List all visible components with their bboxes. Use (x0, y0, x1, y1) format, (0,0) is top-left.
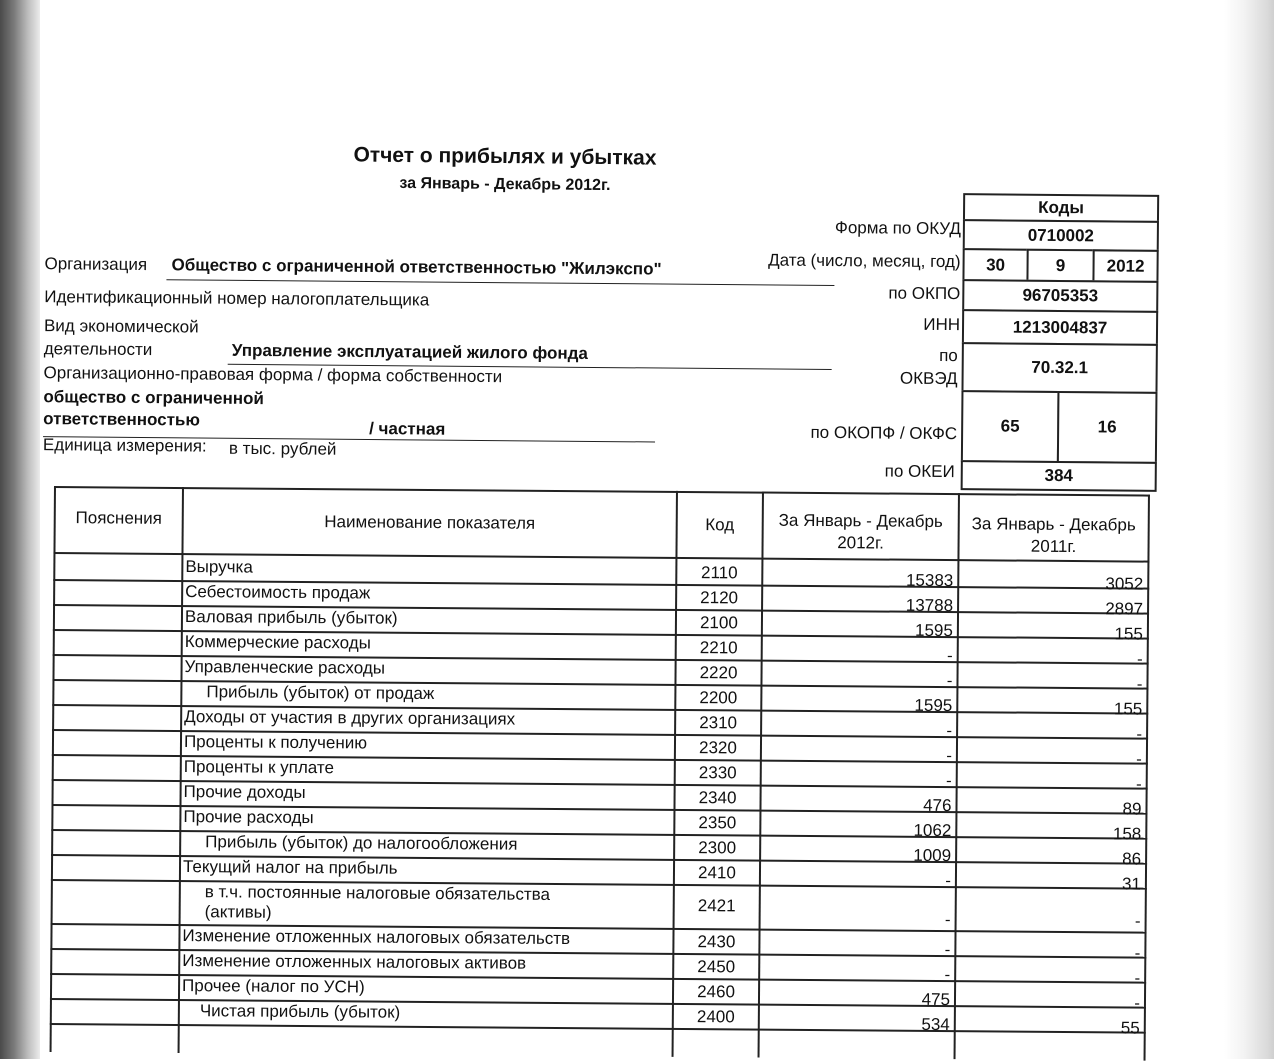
row-previous-value: - (1136, 674, 1143, 694)
okopf-label: по ОКОПФ / ОКФС (810, 422, 958, 444)
org-underline (166, 279, 834, 286)
row-name: Доходы от участия в других организациях (184, 707, 516, 729)
row-previous-value: - (1134, 943, 1141, 963)
row-previous-value: - (1134, 993, 1141, 1013)
row-code: 2100 (699, 613, 738, 633)
table-right-border (1144, 495, 1150, 1061)
row-previous-value: - (1134, 911, 1141, 931)
row-code: 2220 (699, 663, 738, 683)
row-code: 2450 (697, 957, 736, 977)
row-code: 2330 (698, 763, 737, 783)
row-name: Прибыль (убыток) до налогообложения (205, 832, 518, 854)
row-name: Проценты к получению (183, 732, 368, 753)
row-current-value: 15383 (905, 570, 954, 591)
row-previous-value: 155 (1114, 624, 1143, 644)
okpo-value: 96705353 (962, 279, 1158, 313)
row-previous-value: - (1134, 968, 1141, 988)
header-previous-2: 2011г. (1030, 536, 1077, 557)
okpo-label: по ОКПО (888, 283, 961, 304)
row-name: Проценты к уплате (183, 757, 335, 778)
row-name: Изменение отложенных налоговых активов (182, 951, 527, 973)
row-name: Прибыль (убыток) от продаж (206, 682, 435, 703)
row-previous-value: 158 (1112, 824, 1142, 844)
okud-label: Форма по ОКУД (834, 218, 961, 239)
row-current-value: - (946, 746, 952, 766)
row-code: 2430 (697, 932, 736, 952)
okved-label-2: ОКВЭД (899, 368, 958, 389)
row-name-continued: (активы) (204, 902, 272, 922)
okei-label: по ОКЕИ (884, 461, 955, 482)
date-day: 30 (962, 248, 1028, 282)
activity-label-1: Вид экономической (43, 316, 199, 337)
row-code: 2110 (700, 563, 738, 583)
unit-label: Единица измерения: (42, 435, 207, 456)
inn-label: Идентификационный номер налогоплательщика (44, 287, 430, 310)
row-current-value: 1595 (914, 695, 953, 716)
row-previous-value: - (1136, 649, 1143, 669)
row-previous-value: 155 (1113, 699, 1143, 719)
org-name: Общество с ограниченной ответственностью "Жилэкспо" (171, 255, 662, 279)
row-previous-value: 55 (1120, 1018, 1140, 1038)
header-name: Наименование показателя (324, 512, 536, 533)
row-name: Изменение отложенных налоговых обязательств (182, 926, 571, 949)
header-notes: Пояснения (75, 508, 162, 528)
row-code: 2350 (698, 813, 737, 833)
unit-value: в тыс. рублей (228, 438, 337, 459)
row-previous-value: 86 (1122, 849, 1142, 869)
codes-header: Коды (963, 193, 1159, 223)
row-name: Выручка (185, 557, 253, 577)
legal-form-1: общество с ограниченной (43, 387, 264, 409)
okopf-value: 65 (961, 390, 1060, 463)
row-previous-value: 2897 (1105, 599, 1144, 619)
okei-value: 384 (961, 460, 1157, 492)
row-name: Валовая прибыль (убыток) (184, 607, 398, 628)
row-code: 2410 (697, 863, 736, 883)
row-name: Себестоимость продаж (185, 582, 371, 603)
row-code: 2421 (697, 896, 736, 916)
date-month: 9 (1026, 249, 1094, 283)
row-current-value: 475 (921, 989, 951, 1010)
header-current-2: 2012г. (837, 533, 884, 553)
row-code: 2320 (698, 738, 737, 758)
row-name: Чистая прибыль (убыток) (199, 1001, 401, 1022)
row-previous-value: 3052 (1105, 574, 1144, 594)
row-current-value: 476 (923, 795, 952, 816)
row-current-value: 1009 (913, 845, 952, 866)
okved-label-1: по (939, 345, 958, 366)
date-label: Дата (число, месяц, год) (768, 250, 961, 272)
ownership-value: / частная (369, 418, 446, 439)
row-code: 2340 (698, 788, 737, 808)
header-code: Код (705, 515, 735, 535)
inn-code-label: ИНН (923, 314, 961, 335)
row-previous-value: 89 (1122, 799, 1142, 819)
row-name: в т.ч. постоянные налоговые обязательства (204, 882, 551, 904)
row-previous-value: 31 (1121, 874, 1141, 894)
financial-table (50, 486, 1150, 1061)
row-code: 2300 (698, 838, 737, 858)
okud-value: 0710002 (963, 219, 1159, 252)
row-current-value: 1595 (914, 620, 953, 641)
row-current-value: 13788 (905, 595, 954, 616)
row-current-value: - (946, 671, 953, 691)
legal-form-2: ответственностью (43, 409, 201, 430)
header-previous-1: За Январь - Декабрь (971, 514, 1136, 535)
report-period: за Январь - Декабрь 2012г. (399, 174, 611, 195)
row-code: 2210 (699, 638, 738, 658)
row-current-value: - (944, 910, 951, 930)
inn-value: 1213004837 (962, 309, 1158, 346)
legal-form-label: Организационно-правовая форма / форма собственности (43, 363, 503, 387)
date-year: 2012 (1092, 249, 1158, 283)
report-title: Отчет о прибылях и убытках (353, 143, 657, 170)
okved-value: 70.32.1 (961, 342, 1157, 394)
row-current-value: - (945, 771, 952, 791)
row-code: 2200 (699, 688, 738, 708)
row-current-value: - (944, 965, 951, 985)
row-name: Управленческие расходы (184, 657, 386, 678)
row-name: Прочее (налог по УСН) (182, 976, 365, 997)
row-current-value: 1062 (913, 820, 952, 841)
row-current-value: - (944, 940, 951, 960)
row-previous-value: - (1136, 749, 1142, 769)
row-current-value: - (946, 646, 953, 666)
activity-label-2: деятельности (43, 339, 153, 360)
row-code: 2310 (699, 713, 738, 733)
row-code: 2400 (696, 1007, 735, 1027)
row-previous-value: - (1136, 724, 1143, 744)
header-block (0, 0, 1274, 506)
row-name: Прочие доходы (183, 782, 306, 802)
org-label: Организация (44, 254, 148, 275)
row-current-value: - (946, 721, 953, 741)
activity-value: Управление эксплуатацией жилого фонда (231, 340, 589, 363)
row-name: Прочие расходы (183, 807, 314, 828)
table-left-border (50, 486, 56, 1052)
row-name: Коммерческие расходы (184, 632, 371, 653)
row-current-value: 534 (921, 1014, 950, 1035)
row-code: 2120 (700, 588, 739, 608)
header-current-1: За Январь - Декабрь (778, 510, 943, 531)
row-name: Текущий налог на прибыль (182, 857, 398, 878)
row-current-value: - (945, 871, 952, 891)
row-code: 2460 (697, 982, 736, 1002)
row-previous-value: - (1135, 774, 1142, 794)
okfs-value: 16 (1057, 391, 1158, 464)
